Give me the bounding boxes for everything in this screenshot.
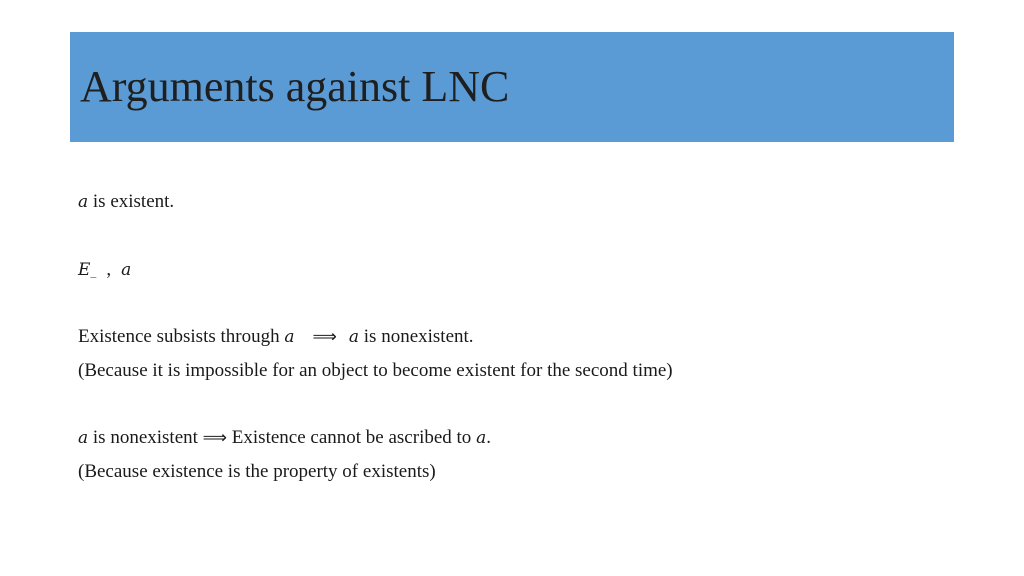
- variable-e: E: [78, 260, 91, 280]
- variable-a: a: [78, 428, 89, 448]
- implies-arrow: ⟹: [312, 327, 337, 347]
- variable-a: a: [348, 327, 360, 347]
- statement-notation: [78, 258, 131, 283]
- implies-arrow: ⟹: [202, 428, 228, 448]
- comma: ,: [106, 259, 112, 280]
- subscript: _: [90, 264, 97, 278]
- title-banner: [70, 32, 954, 142]
- variable-a: a: [476, 428, 487, 448]
- statement-existent: [78, 190, 174, 214]
- explanation-1: (Because it is impossible for an object to become existent for the second time): [78, 360, 673, 381]
- variable-a: a: [121, 260, 132, 280]
- statement-text-tail: is nonexistent.: [359, 326, 474, 347]
- slide-title: Arguments against LNC: [80, 62, 510, 111]
- statement-text-mid: Existence cannot be ascribed to: [227, 427, 477, 448]
- statement-nonexistent: [78, 426, 491, 450]
- period: .: [486, 427, 491, 448]
- statement-text: is nonexistent: [88, 427, 203, 448]
- variable-a: a: [78, 192, 89, 212]
- explanation-2: (Because existence is the property of existents): [78, 461, 436, 482]
- statement-subsists: [78, 325, 474, 349]
- statement-text: is existent.: [88, 191, 175, 212]
- variable-a: a: [284, 327, 295, 347]
- statement-text: Existence subsists through: [78, 326, 285, 347]
